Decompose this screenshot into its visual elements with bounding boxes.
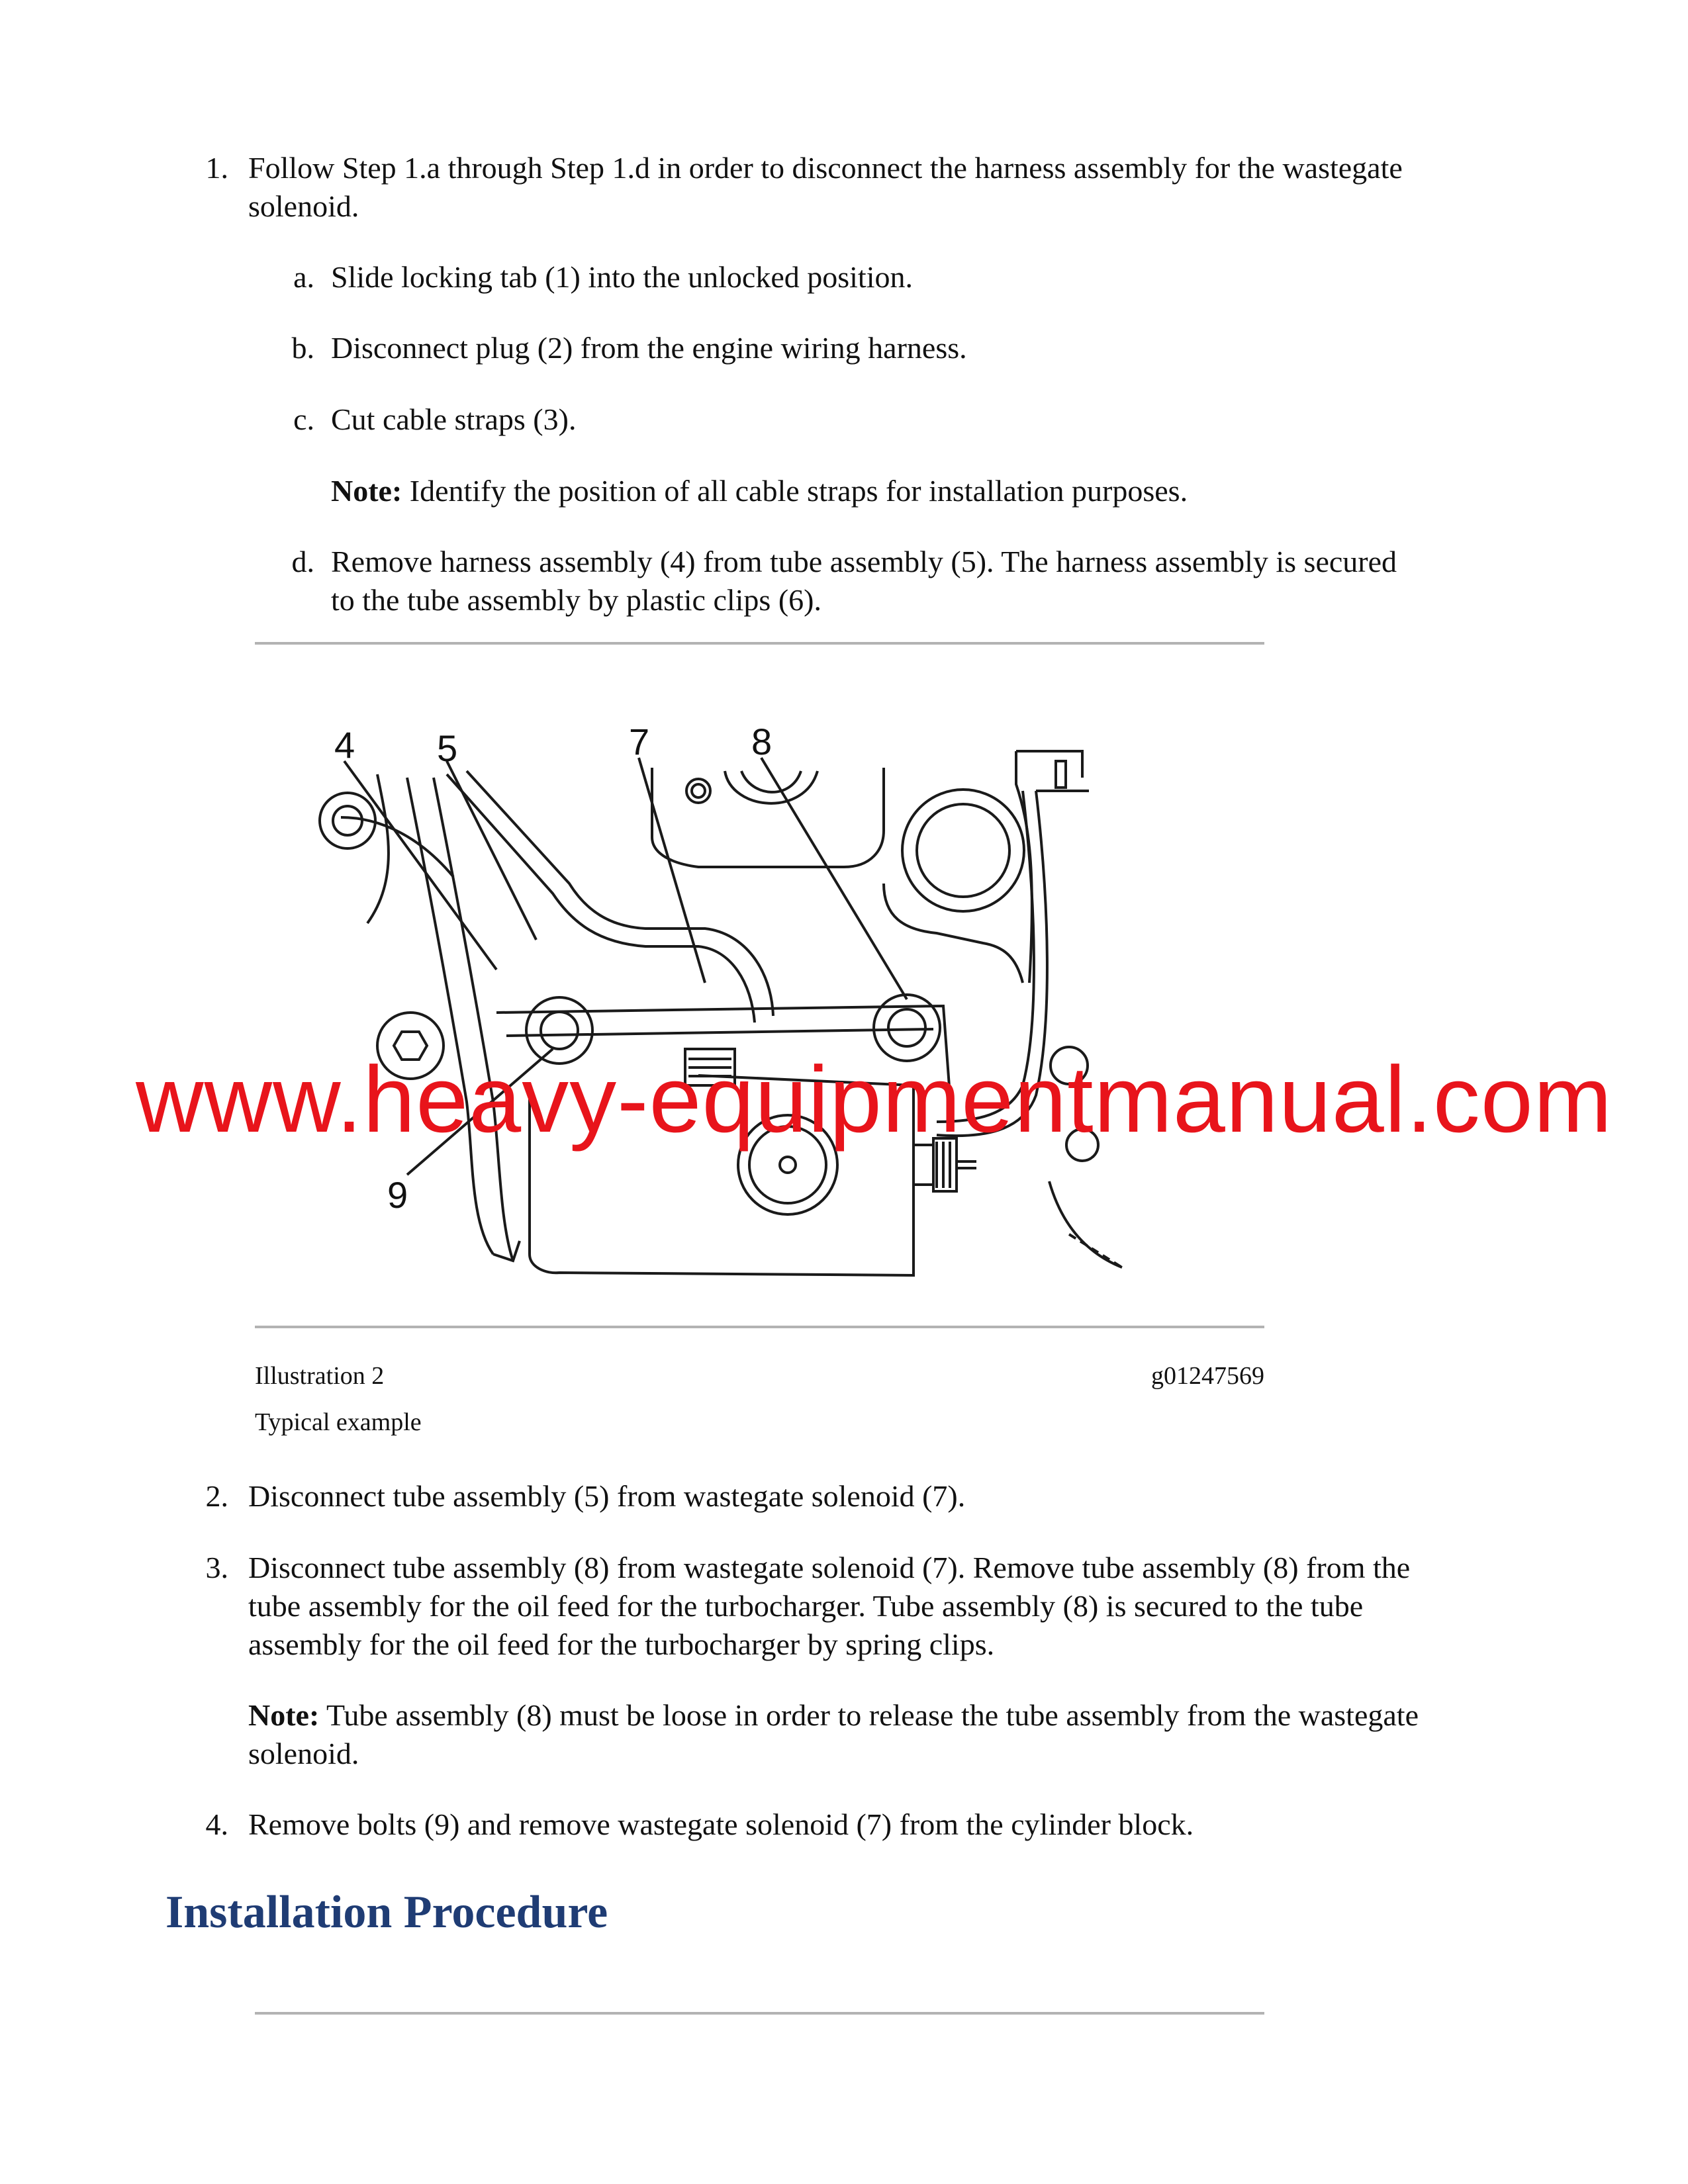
- callout-5: 5: [437, 727, 458, 769]
- note-text: Tube assembly (8) must be loose in order to release the tube assembly from the wastegate: [319, 1698, 1419, 1732]
- step-3-note-line-2: solenoid.: [248, 1737, 359, 1770]
- watermark-text: www.heavy-equipmentmanual.com: [136, 1047, 1613, 1152]
- note-text: Identify the position of all cable straps for installation purposes.: [402, 474, 1188, 508]
- note-label: Note:: [331, 474, 402, 508]
- step-4-text: Remove bolts (9) and remove wastegate solenoid (7) from the cylinder block.: [248, 1807, 1194, 1841]
- step-1a-text: Slide locking tab (1) into the unlocked position.: [331, 260, 913, 294]
- step-1c-note: [331, 472, 1188, 510]
- step-1a-label: a.: [293, 260, 314, 294]
- section-heading: Installation Procedure: [165, 1887, 608, 1938]
- step-3-line-1: Disconnect tube assembly (8) from wastegate solenoid (7). Remove tube assembly (8) from the: [248, 1551, 1411, 1584]
- callout-9: 9: [387, 1174, 408, 1216]
- step-3-line-2: tube assembly for the oil feed for the turbocharger. Tube assembly (8) is secured to the tube: [248, 1589, 1364, 1623]
- step-3-number: 3.: [205, 1551, 228, 1584]
- figure-caption-right: g01247569: [1151, 1362, 1264, 1390]
- step-2-text: Disconnect tube assembly (5) from wastegate solenoid (7).: [248, 1479, 966, 1513]
- step-1b-text: Disconnect plug (2) from the engine wiring harness.: [331, 331, 967, 365]
- step-3-note-line-1: [248, 1696, 1419, 1735]
- callout-4: 4: [334, 724, 355, 766]
- step-1c-text: Cut cable straps (3).: [331, 402, 577, 436]
- step-1-line-1: Follow Step 1.a through Step 1.d in order to disconnect the harness assembly for the wastegate: [248, 151, 1403, 185]
- step-1d-label: d.: [291, 545, 314, 578]
- figure-bottom-rule: [255, 1326, 1264, 1328]
- callout-8: 8: [751, 721, 773, 762]
- step-3-line-3: assembly for the oil feed for the turbocharger by spring clips.: [248, 1627, 995, 1661]
- callout-7: 7: [629, 721, 650, 762]
- figure-top-rule: [255, 642, 1264, 645]
- section-rule: [255, 2012, 1264, 2015]
- step-1d-line-1: Remove harness assembly (4) from tube assembly (5). The harness assembly is secured: [331, 545, 1397, 578]
- step-4-number: 4.: [205, 1807, 228, 1841]
- step-1d-line-2: to the tube assembly by plastic clips (6).: [331, 583, 821, 617]
- figure-caption-left: Illustration 2: [255, 1362, 385, 1390]
- step-1b-label: b.: [291, 331, 314, 365]
- note-label: Note:: [248, 1698, 320, 1732]
- step-1-number: 1.: [205, 151, 228, 185]
- step-1c-label: c.: [293, 402, 314, 436]
- figure-caption-sub: Typical example: [255, 1408, 422, 1436]
- step-2-number: 2.: [205, 1479, 228, 1513]
- wastegate-solenoid-illustration: [301, 705, 1182, 1294]
- step-1-line-2: solenoid.: [248, 189, 359, 223]
